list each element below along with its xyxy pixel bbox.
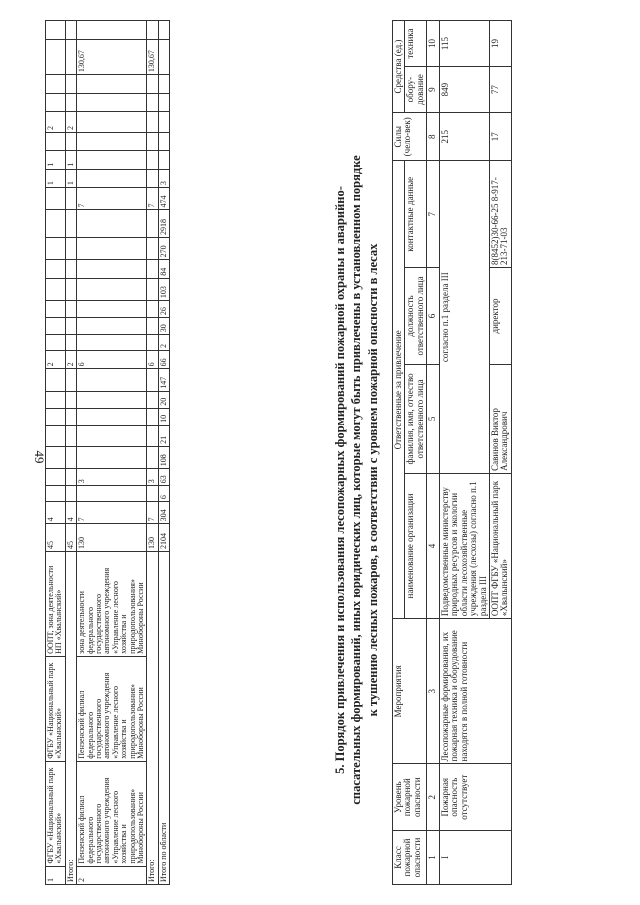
empty-cell	[158, 93, 169, 111]
empty-cell	[158, 75, 169, 93]
table-row	[439, 21, 489, 885]
org-cell: Пензенский филиал федерального государственного автономного учреждения «Управление лесного хозяйства и природопользования» Минобороны России	[77, 656, 147, 761]
tehnika-cell: 115	[439, 21, 489, 67]
col-number: 2	[427, 764, 439, 831]
empty-cell	[158, 132, 169, 150]
value-cell: 2	[46, 351, 66, 369]
merged-cell: согласно п.1 раздела III	[439, 161, 489, 473]
header-naimenovanie: наименование организации	[405, 473, 427, 618]
empty-cell	[158, 151, 169, 169]
col-number: 9	[427, 67, 439, 113]
header-fio: фамилия, имя, отчество ответственного лица	[405, 364, 427, 473]
fio-cell: Савинов Виктор Александрович	[489, 364, 511, 473]
value-cell: 2	[65, 351, 76, 369]
tehnika-cell: 19	[489, 21, 511, 67]
row-number: 1	[46, 866, 66, 884]
total-value-cell: 3	[158, 169, 169, 187]
value-cell: 6	[147, 351, 158, 369]
kontakty-cell: 8(8452)30-66-25 8-917-213-71-03	[489, 161, 511, 268]
value-cell: 130	[77, 524, 147, 552]
oborud-cell: 849	[439, 67, 489, 113]
value-cell: 130,67	[147, 39, 158, 74]
total-value-cell: 66	[158, 351, 169, 369]
header-kontakty: контактные данные	[405, 161, 427, 268]
org-cell: Пензенский филиал федерального государственного автономного учреждения «Управление лесного хозяйства и природопользования» Минобороны России	[77, 761, 147, 866]
org-cell: ООПТ ФГБУ «Национальный парк «Хвалынский»	[489, 473, 511, 618]
empty-cell	[158, 111, 169, 132]
value-cell: 7	[77, 502, 147, 524]
table-row	[147, 21, 158, 885]
org-cell: ФГБУ «Национальный парк «Хвалынский»	[46, 761, 66, 866]
org-cell: Подведомственные министерству природных ресурсов и экологии области лесохозяйственные учреждения (лесхозы) согласно п.1 раздела III	[439, 473, 489, 618]
value-cell: 1	[65, 151, 76, 169]
header-uroven: Уровень пожарной опасности	[393, 764, 427, 831]
header-dolzhnost: должность ответственного лица	[405, 268, 427, 365]
total-value-cell: 108	[158, 446, 169, 468]
section-heading: 5. Порядок привлечения и использования лесопожарных формирований пожарной охраны и аварийно-спасательных формирований, иных юридических лиц, которые могут быть привлечены в установленном порядке к тушению лесных пожаров, в соответствии с уровнем пожарной опасности в лесах	[333, 155, 380, 805]
value-cell: 1	[65, 169, 76, 187]
sily-cell: 215	[439, 113, 489, 161]
total-value-cell: 10	[158, 408, 169, 425]
value-cell: 4	[46, 502, 66, 524]
total-value-cell: 30	[158, 318, 169, 335]
header-sily: Силы (чело-век)	[393, 113, 427, 161]
total-value-cell: 6	[158, 486, 169, 502]
row-number: 2	[77, 866, 147, 884]
value-cell: 45	[65, 524, 76, 552]
col-number: 1	[427, 831, 439, 885]
value-cell: 7	[147, 188, 158, 210]
klass-cell: I	[439, 831, 511, 885]
zone-cell: ООПТ, зона деятельности НП «Хвалынский»	[46, 551, 66, 656]
value-cell: 7	[77, 188, 147, 210]
table-row	[77, 21, 147, 885]
header-meropriyatiya: Мероприятия	[393, 619, 427, 764]
col-number: 4	[427, 473, 439, 618]
bottom-table	[392, 20, 512, 885]
table-row	[65, 21, 76, 885]
col-number: 10	[427, 21, 439, 67]
total-value-cell: 103	[158, 278, 169, 300]
header-klass: Класс пожарной опасности	[393, 831, 427, 885]
col-number: 7	[427, 161, 439, 268]
total-value-cell: 84	[158, 260, 169, 278]
header-oborud: обору-дование	[405, 67, 427, 113]
total-value-cell: 20	[158, 391, 169, 408]
value-cell: 2	[46, 111, 66, 132]
value-cell: 7	[147, 502, 158, 524]
total-value-cell: 147	[158, 369, 169, 391]
col-number: 6	[427, 268, 439, 365]
value-cell: 4	[65, 502, 76, 524]
col-number: 3	[427, 619, 439, 764]
total-value-cell: 63	[158, 469, 169, 486]
oborud-cell: 77	[489, 67, 511, 113]
table-row	[46, 21, 66, 885]
total-label: Итого по области	[158, 551, 169, 884]
header-otvetstvennye: Ответственные за привлечение	[393, 161, 405, 619]
value-cell: 3	[77, 469, 147, 486]
zone-cell: зона деятельности федерального государственного автономного учреждения «Управление лесного хозяйства и природопользования» Минобороны России	[77, 551, 147, 656]
header-sredstva: Средства (ед.)	[393, 21, 405, 113]
total-value-cell: 270	[158, 238, 169, 260]
value-cell: 1	[46, 151, 66, 169]
meropriyatiya-cell: Лесопожарные формирования, их пожарная техника и оборудование находятся в полной готовности	[439, 619, 511, 764]
total-value-cell: 21	[158, 425, 169, 446]
value-cell: 3	[147, 469, 158, 486]
header-tehnika: техника	[405, 21, 427, 67]
value-cell: 1	[46, 169, 66, 187]
page-number: 49	[32, 450, 47, 464]
total-value-cell: 2	[158, 335, 169, 351]
itogo-label: Итого:	[65, 551, 76, 884]
dolzhnost-cell: директор	[489, 268, 511, 365]
col-number: 5	[427, 364, 439, 473]
col-number: 8	[427, 113, 439, 161]
total-value-cell: 474	[158, 188, 169, 210]
total-value-cell: 304	[158, 502, 169, 524]
sily-cell: 17	[489, 113, 511, 161]
empty-cell	[158, 39, 169, 74]
value-cell: 130	[147, 524, 158, 552]
total-row	[158, 21, 169, 885]
uroven-cell: Пожарная опасность отсутствует	[439, 764, 511, 831]
itogo-label: Итого:	[147, 551, 158, 884]
value-cell: 6	[77, 351, 147, 369]
total-value-cell: 26	[158, 301, 169, 318]
empty-cell	[158, 21, 169, 40]
value-cell: 2	[65, 111, 76, 132]
org-cell: ФГБУ «Национальный парк «Хвалынский»	[46, 656, 66, 761]
column-numbers-row	[427, 21, 439, 885]
top-table	[45, 20, 170, 885]
total-value-cell: 2918	[158, 210, 169, 238]
value-cell: 130,67	[77, 39, 147, 74]
value-cell: 45	[46, 524, 66, 552]
total-value-cell: 2104	[158, 524, 169, 552]
